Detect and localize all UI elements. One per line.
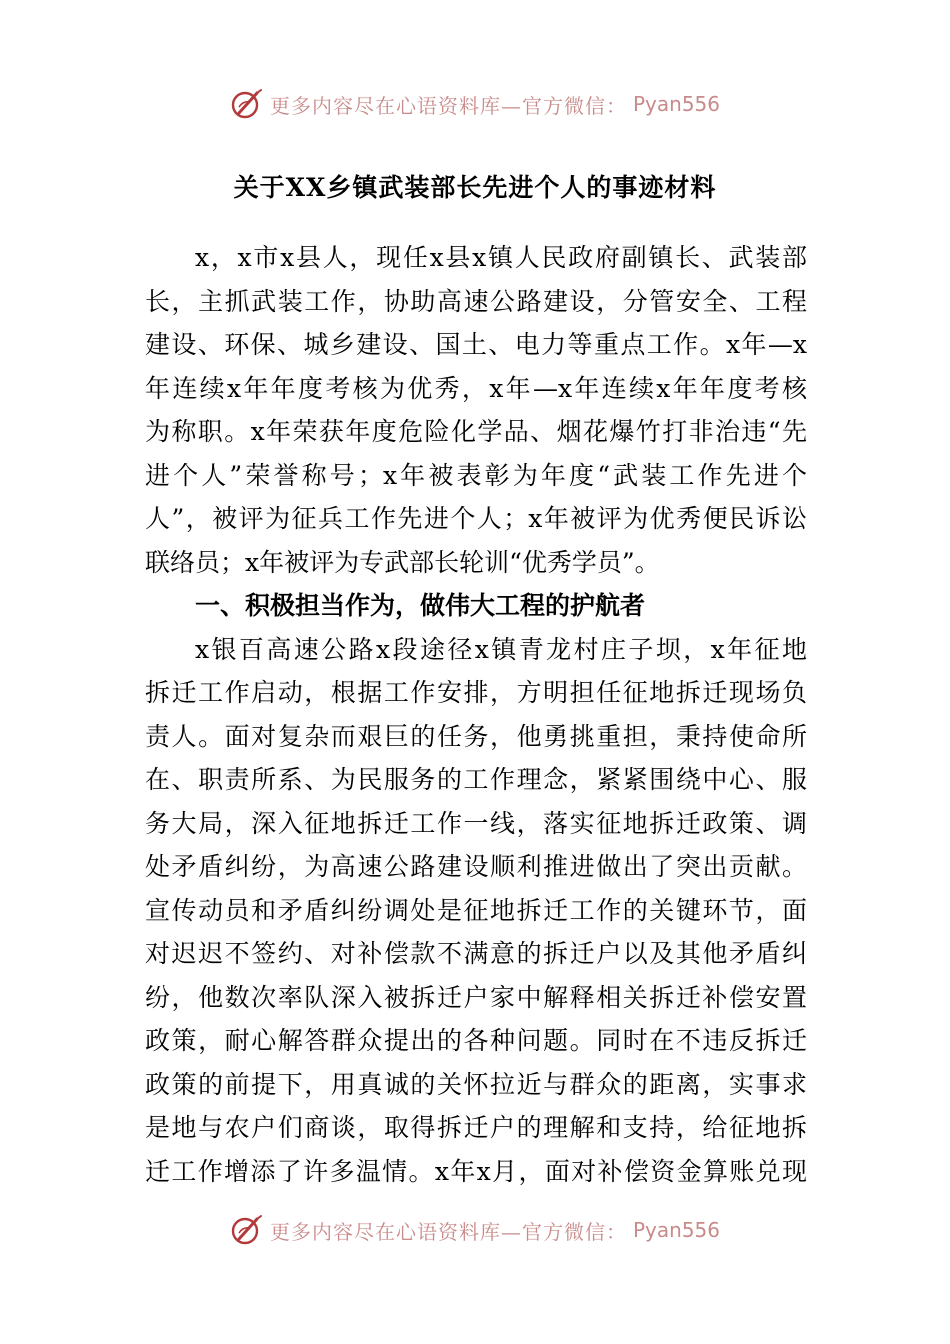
paragraph-2-line: 在、职责所系、为民服务的工作理念，紧紧围绕中心、服 [145,765,807,794]
watermark-account: Pyan556 [632,92,720,116]
paragraph-1-line: 联络员；x年被评为专武部长轮训“优秀学员”。 [145,547,660,577]
paragraph-1-line: 为称职。x年荣获年度危险化学品、烟花爆竹打非治违“先 [145,417,807,446]
paragraph-2-line: 对迟迟不签约、对补偿款不满意的拆迁户以及其他矛盾纠 [145,939,807,968]
paragraph-1-line: 长，主抓武装工作，协助高速公路建设，分管安全、工程 [145,286,807,316]
document-title: 关于XX乡镇武装部长先进个人的事迹材料 [233,173,717,202]
paragraph-1-line: 进个人”荣誉称号；x年被表彰为年度“武装工作先进个 [145,460,807,490]
pen-in-circle-logo-icon [230,1213,264,1247]
paragraph-2-line: 处矛盾纠纷，为高速公路建设顺利推进做出了突出贡献。 [145,852,807,881]
paragraph-2-line: 宣传动员和矛盾纠纷调处是征地拆迁工作的关键环节，面 [145,895,807,925]
paragraph-1-line: 人”，被评为征兵工作先进个人；x年被评为优秀便民诉讼 [145,504,807,533]
paragraph-1-line: 年连续x年年度考核为优秀，x年—x年连续x年年度考核 [145,373,807,403]
paragraph-1-line: x，x市x县人，现任x县x镇人民政府副镇长、武装部 [195,243,807,272]
paragraph-2-line: 务大局，深入征地拆迁工作一线，落实征地拆迁政策、调 [145,808,807,838]
paragraph-2-line: 政策的前提下，用真诚的关怀拉近与群众的距离，实事求 [145,1069,807,1099]
watermark-text: 更多内容尽在心语资料库—官方微信： [269,1219,627,1244]
paragraph-2-line: 责人。面对复杂而艰巨的任务，他勇挑重担，秉持使命所 [145,721,807,751]
paragraph-2-line: 是地与农户们商谈，取得拆迁户的理解和支持，给征地拆 [145,1113,807,1142]
paragraph-2-line: 纷，他数次率队深入被拆迁户家中解释相关拆迁补偿安置 [145,982,807,1012]
watermark-text: 更多内容尽在心语资料库—官方微信： [269,93,627,118]
section-1-heading: 一、积极担当作为，做伟大工程的护航者 [195,591,646,620]
pen-in-circle-logo-icon [230,87,264,121]
paragraph-1-line: 建设、环保、城乡建设、国土、电力等重点工作。x年—x [145,330,807,359]
watermark-header [0,84,950,124]
document-body [145,236,807,1193]
paragraph-2-line: 政策，耐心解答群众提出的各种问题。同时在不违反拆迁 [145,1026,807,1055]
paragraph-2-line: x银百高速公路x段途径x镇青龙村庄子坝，x年征地 [195,634,807,664]
watermark-account: Pyan556 [632,1218,720,1242]
watermark-footer [0,1210,950,1250]
paragraph-2-line: 迁工作增添了许多温情。x年x月，面对补偿资金算账兑现 [145,1156,807,1186]
paragraph-2-line: 拆迁工作启动，根据工作安排，方明担任征地拆迁现场负 [145,678,807,707]
